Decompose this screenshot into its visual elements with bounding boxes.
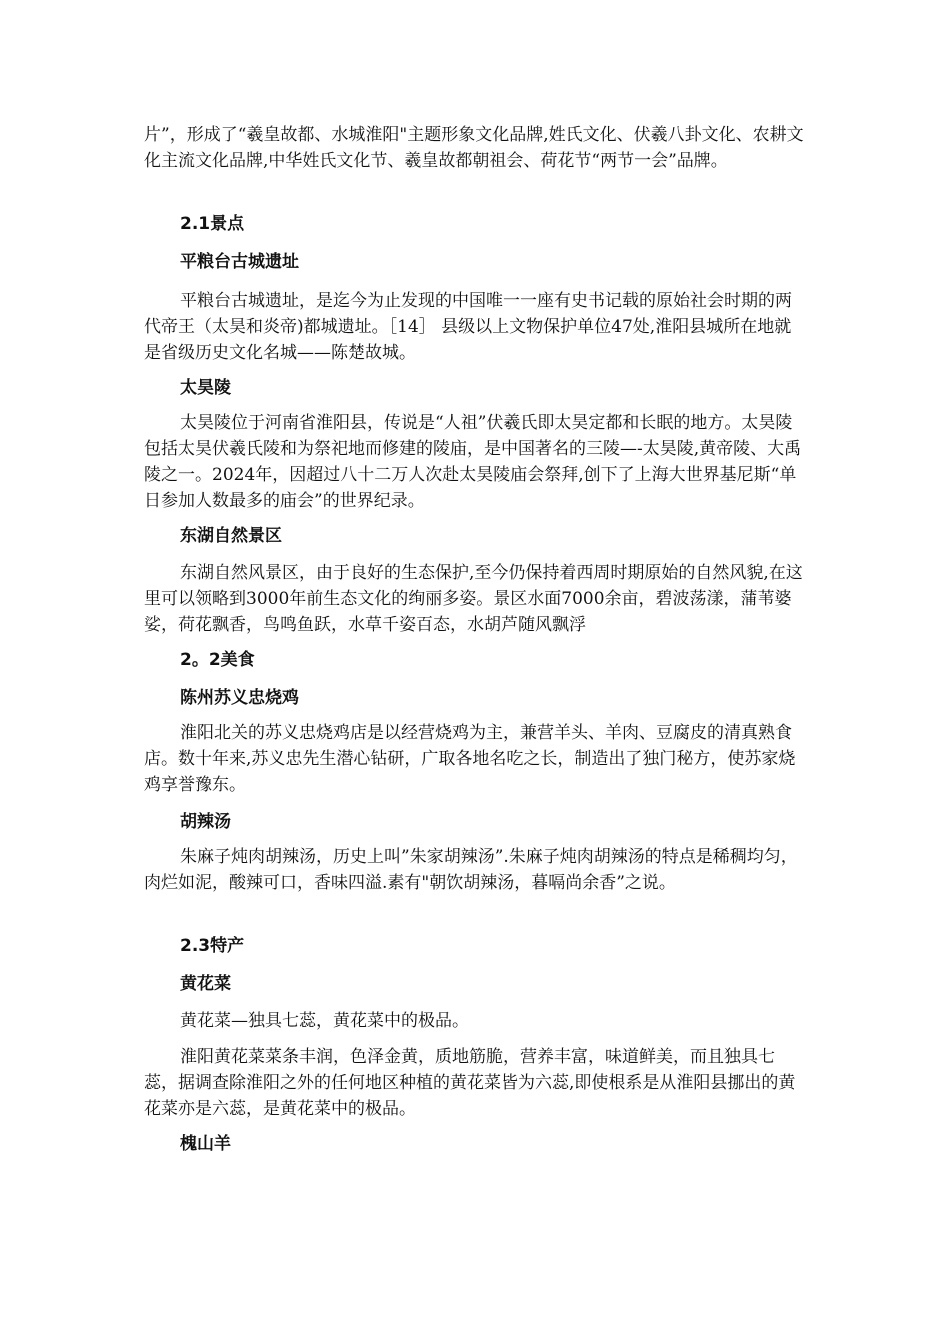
subheading-huaishanyang: 槐山羊 bbox=[180, 1134, 231, 1154]
subheading-shaoji: 陈州苏义忠烧鸡 bbox=[180, 688, 299, 708]
donghu-block bbox=[144, 560, 806, 638]
huanghuacai-paragraph-2: 淮阳黄花菜菜条丰润，色泽金黄，质地筋脆，营养丰富，味道鲜美，而且独具七蕊，据调查除淮阳之外的任何地区种植的黄花菜皆为六蕊,即使根系是从淮阳县挪出的黄花菜亦是六蕊，是黄花菜中的极品。 bbox=[144, 1047, 796, 1119]
section-heading-2-1: 2.1景点 bbox=[180, 214, 245, 234]
huanghuacai-block-2 bbox=[144, 1044, 806, 1122]
intro-paragraph: 片”，形成了“羲皇故都、水城淮阳"主题形象文化品牌,姓氏文化、伏羲八卦文化、农耕文化主流文化品牌,中华姓氏文化节、羲皇故都朝祖会、荷花节“两节一会”品牌。 bbox=[144, 125, 804, 171]
huanghuacai-block-1 bbox=[144, 1008, 806, 1034]
subheading-pingliangtai: 平粮台古城遗址 bbox=[180, 252, 299, 272]
taihaoling-paragraph: 太昊陵位于河南省淮阳县，传说是“人祖”伏羲氏即太昊定都和长眠的地方。太昊陵包括太昊伏羲氏陵和为祭祀地而修建的陵庙，是中国著名的三陵—-太昊陵,黄帝陵、大禹陵之一。2024年，因超过八十二万人次赴太昊陵庙会祭拜,创下了上海大世界基尼斯“单日参加人数最多的庙会”的世界纪录。 bbox=[144, 413, 802, 511]
huanghuacai-paragraph-1: 黄花菜—独具七蕊，黄花菜中的极品。 bbox=[180, 1011, 469, 1031]
subheading-hulatang: 胡辣汤 bbox=[180, 812, 231, 832]
subheading-huanghuacai: 黄花菜 bbox=[180, 974, 231, 994]
pingliangtai-paragraph: 平粮台古城遗址，是迄今为止发现的中国唯一一座有史书记载的原始社会时期的两代帝王（太昊和炎帝)都城遗址。［14］ 县级以上文物保护单位47处,淮阳县城所在地就是省级历史文化名城——陈楚故城。 bbox=[144, 291, 792, 363]
subheading-taihaoling: 太昊陵 bbox=[180, 378, 231, 398]
section-heading-2-2: 2。2美食 bbox=[180, 650, 255, 670]
pingliangtai-block bbox=[144, 288, 806, 366]
intro-paragraph-block bbox=[144, 122, 806, 174]
shaoji-block bbox=[144, 720, 806, 798]
donghu-paragraph: 东湖自然风景区，由于良好的生态保护,至今仍保持着西周时期原始的自然风貌,在这里可以领略到3000年前生态文化的绚丽多姿。景区水面7000余亩，碧波荡漾，蒲苇婆娑，荷花飘香，鸟鸣鱼跃，水草千姿百态，水胡芦随风飘浮 bbox=[144, 563, 803, 635]
section-heading-2-3: 2.3特产 bbox=[180, 936, 245, 956]
shaoji-paragraph: 淮阳北关的苏义忠烧鸡店是以经营烧鸡为主，兼营羊头、羊肉、豆腐皮的清真熟食店。数十年来,苏义忠先生潜心钻研，广取各地名吃之长，制造出了独门秘方，使苏家烧鸡享誉豫东。 bbox=[144, 723, 796, 795]
hulatang-paragraph: 朱麻子炖肉胡辣汤，历史上叫”朱家胡辣汤”.朱麻子炖肉胡辣汤的特点是稀稠均匀，肉烂如泥，酸辣可口，香味四溢.素有"朝饮胡辣汤，暮嗝尚余香”之说。 bbox=[144, 847, 798, 893]
hulatang-block bbox=[144, 844, 806, 896]
subheading-donghu: 东湖自然景区 bbox=[180, 526, 282, 546]
taihaoling-block bbox=[144, 410, 806, 514]
